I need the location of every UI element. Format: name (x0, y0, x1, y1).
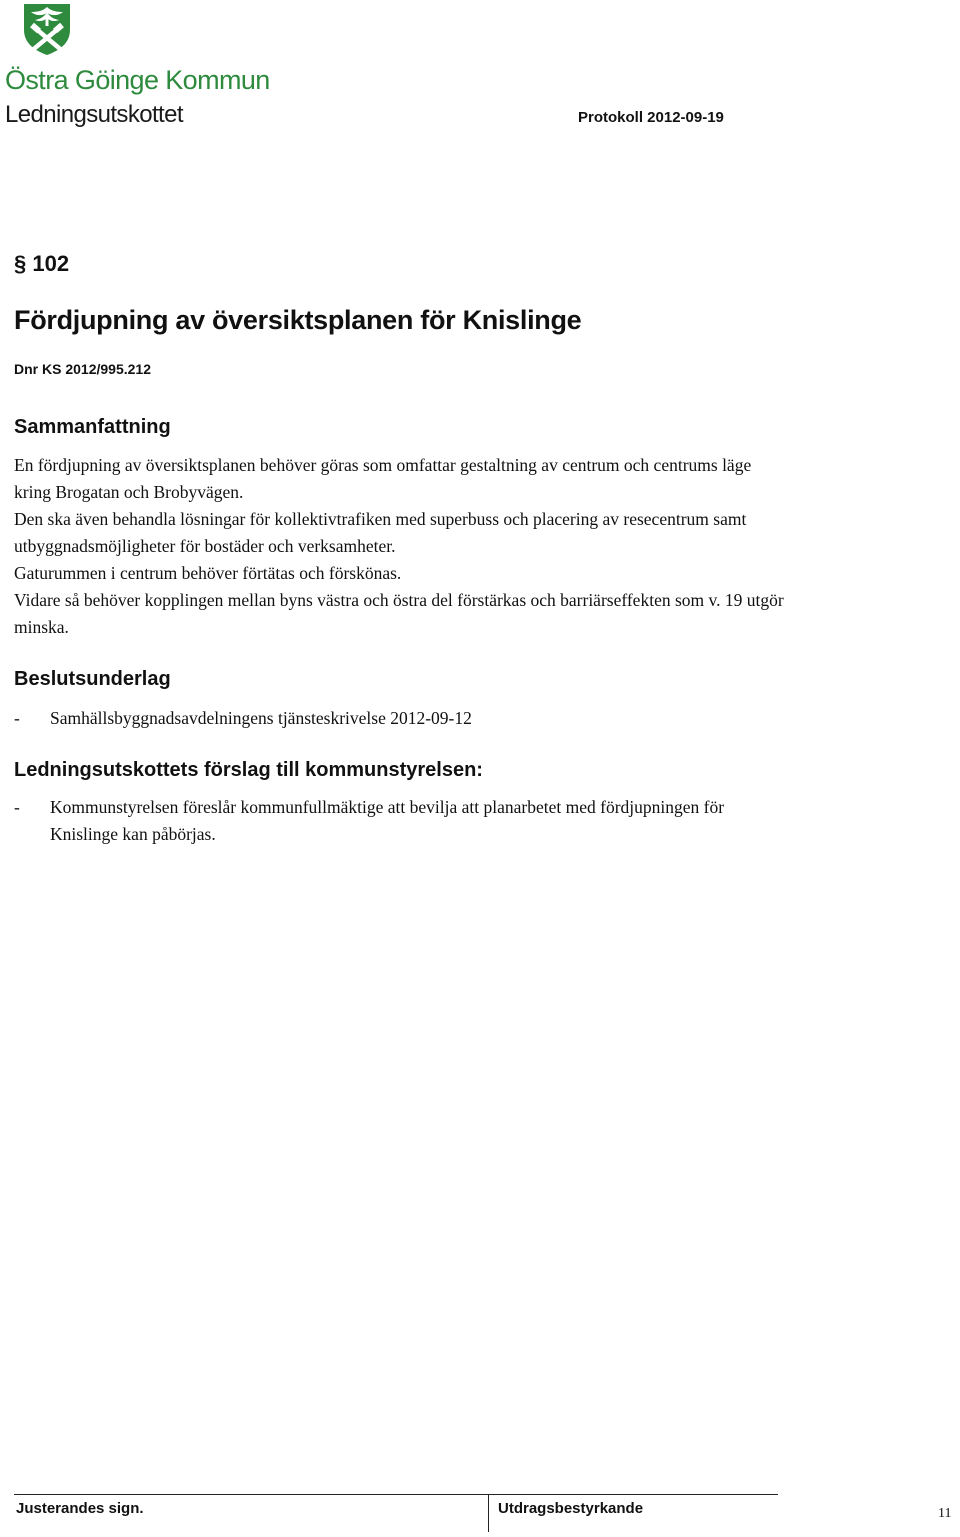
proposal-heading: Ledningsutskottets förslag till kommunstyrelsen: (14, 759, 483, 781)
list-dash: - (14, 797, 20, 817)
summary-paragraph: Vidare så behöver kopplingen mellan byns västra och östra del förstärkas och barriärseffekten som v. 19 utgör minska. (14, 590, 784, 637)
paragraph-number: § 102 (14, 251, 70, 276)
page-number: 11 (938, 1506, 952, 1521)
proposal-list-item (14, 794, 734, 848)
proposal-item-text: Kommunstyrelsen föreslår kommunfullmäktige att bevilja att planarbetet med fördjupningen för Knislinge kan påbörjas. (50, 797, 725, 844)
organization-name: Östra Göinge Kommun (5, 65, 270, 95)
summary-paragraph: Den ska även behandla lösningar för kollektivtrafiken med superbuss och placering av resecentrum samt utbyggnadsmöjligheter för bostäder och verksamheter. (14, 509, 747, 556)
footer-sign-label: Justerandes sign. (16, 1500, 144, 1517)
basis-item-text: Samhällsbyggnadsavdelningens tjänsteskrivelse 2012-09-12 (50, 708, 472, 728)
footer-extract-label: Utdragsbestyrkande (498, 1500, 644, 1517)
protocol-date: Protokoll 2012-09-19 (578, 109, 724, 126)
summary-heading: Sammanfattning (14, 416, 171, 438)
summary-paragraph: Gaturummen i centrum behöver förtätas och förskönas. (14, 563, 402, 583)
footer-divider-line (14, 1494, 488, 1495)
footer-divider-line (488, 1494, 778, 1495)
page-title: Fördjupning av översiktsplanen för Knislinge (14, 305, 582, 335)
list-dash: - (14, 708, 20, 728)
basis-list-item (14, 705, 734, 732)
summary-body (14, 452, 784, 641)
department-name: Ledningsutskottet (5, 101, 183, 128)
coat-of-arms-logo-icon (22, 2, 72, 56)
basis-heading: Beslutsunderlag (14, 668, 171, 690)
summary-paragraph: En fördjupning av översiktsplanen behöver göras som omfattar gestaltning av centrum och centrums läge kring Brogatan och Brobyvägen. (14, 455, 752, 502)
diary-number: Dnr KS 2012/995.212 (14, 361, 151, 377)
footer-vertical-divider (488, 1494, 489, 1532)
